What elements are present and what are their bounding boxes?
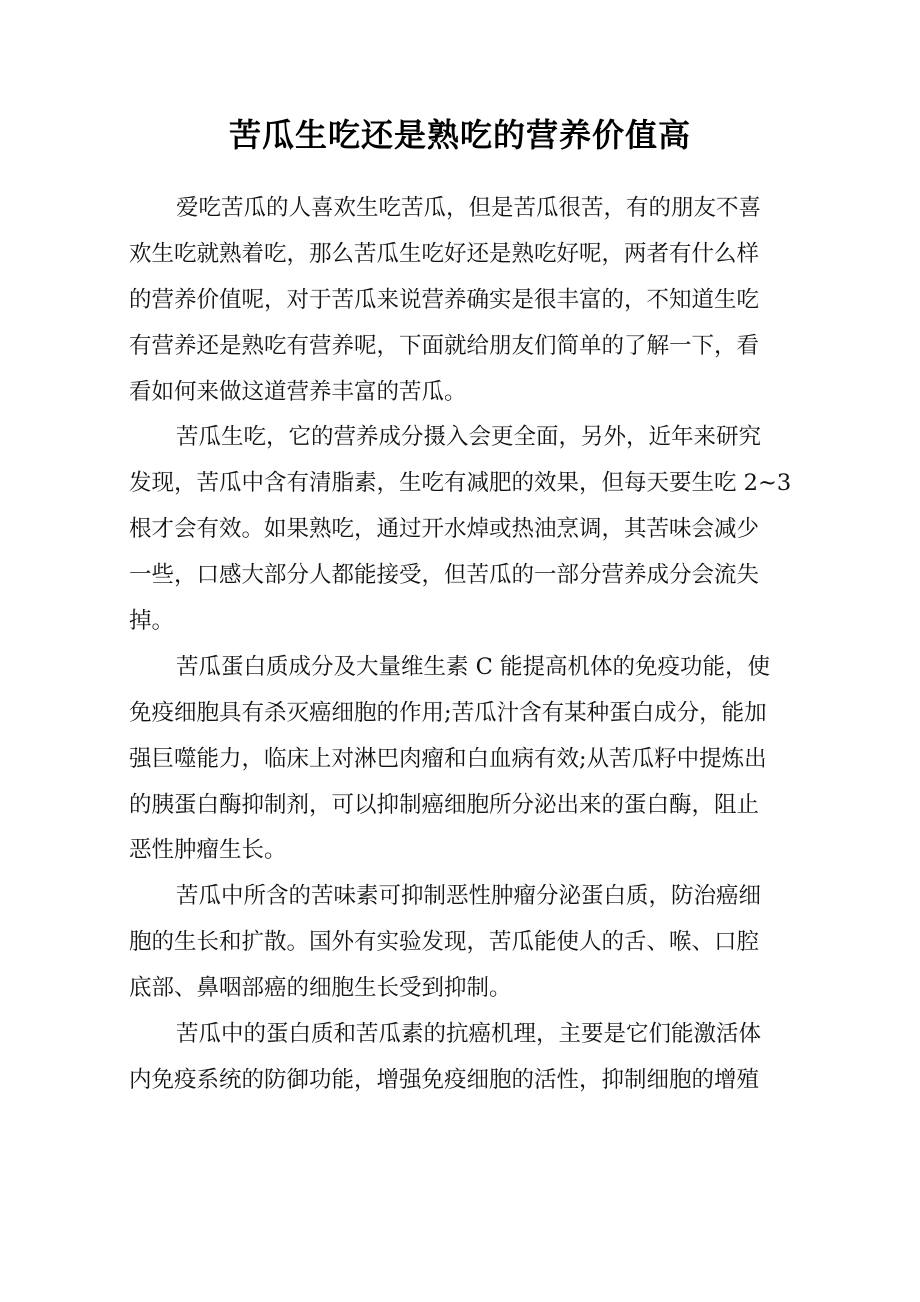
- text-line: 有营养还是熟吃有营养呢，下面就给朋友们简单的了解一下，看: [129, 332, 760, 359]
- text-line: 根才会有效。如果熟吃，通过开水焯或热油烹调，其苦味会减少: [129, 516, 760, 543]
- text-line: 的胰蛋白酶抑制剂，可以抑制癌细胞所分泌出来的蛋白酶，阻止: [129, 791, 760, 818]
- text-line: 胞的生长和扩散。国外有实验发现，苦瓜能使人的舌、喉、口腔: [129, 929, 760, 956]
- text-line: 免疫细胞具有杀灭癌细胞的作用;苦瓜汁含有某种蛋白成分，能加: [129, 699, 767, 726]
- text-line: 一些，口感大部分人都能接受，但苦瓜的一部分营养成分会流失: [129, 562, 760, 589]
- text-line: 掉。: [129, 608, 175, 635]
- text-line: 看如何来做这道营养丰富的苦瓜。: [129, 378, 467, 405]
- text-line: 的营养价值呢，对于苦瓜来说营养确实是很丰富的，不知道生吃: [129, 286, 760, 313]
- text-line: 苦瓜生吃，它的营养成分摄入会更全面，另外，近年来研究: [176, 424, 762, 451]
- text-line: 欢生吃就熟着吃，那么苦瓜生吃好还是熟吃好呢，两者有什么样: [129, 240, 760, 267]
- text-line: 底部、鼻咽部癌的细胞生长受到抑制。: [129, 975, 512, 1002]
- text-line: 爱吃苦瓜的人喜欢生吃苦瓜，但是苦瓜很苦，有的朋友不喜: [176, 195, 762, 221]
- text-line: 苦瓜蛋白质成分及大量维生素 C 能提高机体的免疫功能，使: [176, 653, 771, 680]
- text-line: 苦瓜中的蛋白质和苦瓜素的抗癌机理，主要是它们能激活体: [176, 1021, 762, 1048]
- text-line: 恶性肿瘤生长。: [129, 837, 287, 864]
- text-line: 苦瓜中所含的苦味素可抑制恶性肿瘤分泌蛋白质，防治癌细: [176, 883, 762, 910]
- text-line: 强巨噬能力，临床上对淋巴肉瘤和白血病有效;从苦瓜籽中提炼出: [129, 745, 767, 772]
- document-body: [129, 186, 791, 1104]
- document-title: 苦瓜生吃还是熟吃的营养价值高: [228, 116, 691, 154]
- text-line: 发现，苦瓜中含有清脂素，生吃有减肥的效果，但每天要生吃 2~3: [129, 470, 792, 497]
- text-line: 内免疫系统的防御功能，增强免疫细胞的活性，抑制细胞的增殖: [129, 1066, 760, 1093]
